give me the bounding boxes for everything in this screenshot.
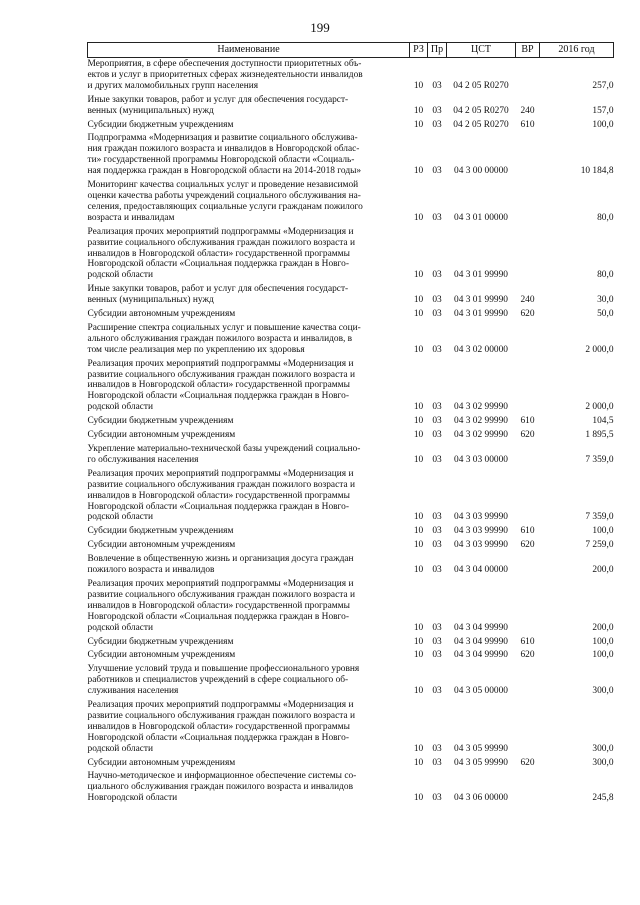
table-row [88, 322, 614, 358]
row-name: Субсидии автономным учреждениям [87, 540, 236, 551]
row-vr [516, 358, 540, 416]
row-amount: 2 000,0 [585, 344, 614, 355]
row-cst: 04 3 04 00000 [454, 565, 508, 576]
row-vr [516, 699, 540, 757]
table-row [88, 649, 614, 663]
row-amount: 100,0 [592, 119, 614, 130]
row-pr: 03 [432, 636, 442, 647]
row-vr [516, 468, 540, 526]
row-name: Реализация прочих мероприятий подпрограммы «Модернизация и развитие социального обслуживания граждан пожилого возраста и инвалидов в Новгородской области» государственной программы Новгородской области «Социальная поддержка граждан в Новго- родской области [87, 226, 355, 281]
page-number: 199 [310, 20, 330, 35]
row-pr: 03 [432, 565, 442, 576]
row-cst: 04 3 05 99990 [454, 757, 508, 768]
row-cst: 04 3 03 00000 [454, 454, 508, 465]
row-name: Реализация прочих мероприятий подпрограммы «Модернизация и развитие социального обслуживания граждан пожилого возраста и инвалидов в Новгородской области» государственной программы Новгородской области «Социальная поддержка граждан в Новго- родской области [87, 578, 355, 633]
header-pr: Пр [428, 43, 447, 58]
row-amount: 2 000,0 [585, 402, 614, 413]
table-row [88, 663, 614, 699]
row-cst: 04 3 01 99990 [454, 295, 508, 306]
row-rz: 10 [413, 402, 424, 413]
row-pr: 03 [432, 743, 442, 754]
row-pr: 03 [432, 650, 442, 661]
row-vr: 610 [520, 526, 535, 537]
row-name: Подпрограмма «Модернизация и развитие социального обслужива- ния граждан пожилого возраста и инвалидов в Новгородской облас- ти» государственной программы Новгородской области «Социаль- ная поддержка граждан в Новгородской области на 2014-2018 годы» [87, 133, 362, 177]
row-name: Вовлечение в общественную жизнь и организация досуга граждан пожилого возраста и инвалидов [87, 554, 354, 576]
table-row [88, 525, 614, 539]
table-row [88, 539, 614, 553]
row-rz: 10 [413, 105, 424, 116]
table-row [88, 283, 614, 308]
row-amount: 7 259,0 [585, 540, 614, 551]
row-amount: 100,0 [592, 526, 614, 537]
row-cst: 04 3 05 00000 [454, 686, 508, 697]
row-cst: 04 3 04 99990 [454, 622, 508, 633]
row-vr [516, 663, 540, 699]
table-row [88, 443, 614, 468]
row-amount: 300,0 [592, 686, 614, 697]
row-pr: 03 [432, 166, 442, 177]
header-vr: ВР [516, 43, 540, 58]
row-pr: 03 [432, 757, 442, 768]
row-amount: 300,0 [592, 743, 614, 754]
row-name: Иные закупки товаров, работ и услуг для обеспечения государст- венных (муниципальных) нужд [87, 94, 349, 116]
table-row [88, 468, 614, 526]
row-name: Субсидии бюджетным учреждениям [87, 526, 234, 537]
header-year: 2016 год [540, 43, 614, 58]
row-pr: 03 [432, 416, 442, 427]
row-cst: 04 3 05 99990 [454, 743, 508, 754]
row-name: Мероприятия, в сфере обеспечения доступности приоритетных объ- ектов и услуг в приоритетных сферах жизнедеятельности инвалидов и других маломобильных групп населения [87, 59, 363, 91]
row-cst: 04 3 04 99990 [454, 636, 508, 647]
row-cst: 04 3 06 00000 [454, 793, 508, 804]
row-vr: 610 [520, 636, 535, 647]
row-cst: 04 3 03 99990 [454, 526, 508, 537]
row-pr: 03 [432, 212, 442, 223]
row-vr [516, 132, 540, 179]
row-cst: 04 2 05 R0270 [453, 119, 509, 130]
row-vr: 620 [520, 540, 535, 551]
row-pr: 03 [432, 119, 442, 130]
row-rz: 10 [413, 526, 424, 537]
row-rz: 10 [413, 540, 424, 551]
row-name: Субсидии автономным учреждениям [87, 757, 236, 768]
row-rz: 10 [413, 793, 424, 804]
row-pr: 03 [432, 295, 442, 306]
row-pr: 03 [432, 454, 442, 465]
row-rz: 10 [413, 309, 424, 320]
row-amount: 200,0 [592, 622, 614, 633]
row-amount: 245,8 [592, 793, 614, 804]
row-amount: 257,0 [592, 80, 614, 91]
row-name: Мониторинг качества социальных услуг и проведение независимой оценки качества работы учреждений социального обслуживания на- селения, предоставляющих социальные услуги гражданам пожилого возраста и инвалидам [87, 180, 363, 223]
row-rz: 10 [413, 743, 424, 754]
row-vr [516, 179, 540, 226]
row-cst: 04 3 01 99990 [454, 270, 508, 281]
row-rz: 10 [413, 344, 424, 355]
row-cst: 04 3 02 99990 [454, 430, 508, 441]
table-row [88, 415, 614, 429]
table-row [88, 429, 614, 443]
table-row [88, 770, 614, 806]
row-vr: 610 [520, 416, 535, 427]
row-rz: 10 [413, 565, 424, 576]
budget-table [87, 42, 614, 806]
table-row [88, 553, 614, 578]
row-pr: 03 [432, 540, 442, 551]
row-cst: 04 3 01 00000 [454, 212, 508, 223]
table-row [88, 308, 614, 322]
row-vr [516, 553, 540, 578]
row-name: Субсидии автономным учреждениям [87, 309, 236, 320]
row-amount: 104,5 [592, 416, 614, 427]
row-vr: 620 [520, 650, 535, 661]
table-row [88, 757, 614, 771]
row-vr: 620 [520, 309, 535, 320]
table-row [88, 119, 614, 133]
table-row [88, 132, 614, 179]
row-rz: 10 [413, 430, 424, 441]
table-row [88, 699, 614, 757]
row-pr: 03 [432, 430, 442, 441]
row-pr: 03 [432, 686, 442, 697]
row-vr: 620 [520, 757, 535, 768]
row-name: Субсидии бюджетным учреждениям [87, 416, 234, 427]
row-amount: 157,0 [592, 105, 614, 116]
row-rz: 10 [413, 622, 424, 633]
row-amount: 80,0 [597, 212, 614, 223]
row-amount: 300,0 [592, 757, 614, 768]
row-cst: 04 2 05 R0270 [453, 80, 509, 91]
table-row [88, 636, 614, 650]
row-cst: 04 3 03 99990 [454, 512, 508, 523]
row-amount: 50,0 [597, 309, 614, 320]
table-row [88, 578, 614, 636]
row-rz: 10 [413, 295, 424, 306]
row-pr: 03 [432, 402, 442, 413]
row-name: Укрепление материально-технической базы учреждений социально- го обслуживания населения [87, 444, 361, 465]
row-rz: 10 [413, 636, 424, 647]
table-header-row [88, 43, 614, 58]
row-name: Субсидии бюджетным учреждениям [87, 119, 234, 130]
row-amount: 100,0 [592, 636, 614, 647]
row-name: Улучшение условий труда и повышение профессионального уровня работников и специалистов учреждений в сфере социального об- служивания населения [87, 664, 360, 697]
row-rz: 10 [413, 416, 424, 427]
row-cst: 04 3 02 00000 [454, 344, 508, 355]
row-cst: 04 3 03 99990 [454, 540, 508, 551]
row-vr [516, 770, 540, 806]
row-pr: 03 [432, 105, 442, 116]
row-rz: 10 [413, 757, 424, 768]
row-vr [516, 58, 540, 94]
row-rz: 10 [413, 212, 424, 223]
row-vr: 620 [520, 430, 535, 441]
row-name: Реализация прочих мероприятий подпрограммы «Модернизация и развитие социального обслуживания граждан пожилого возраста и инвалидов в Новгородской области» государственной программы Новгородской области «Социальная поддержка граждан в Новго- родской области [87, 700, 355, 754]
row-vr: 240 [520, 105, 535, 116]
row-pr: 03 [432, 526, 442, 537]
row-amount: 10 184,8 [580, 166, 614, 177]
header-name: Наименование [88, 43, 410, 58]
row-vr [516, 322, 540, 358]
table-row [88, 358, 614, 416]
row-amount: 80,0 [597, 270, 614, 281]
row-rz: 10 [413, 454, 424, 465]
header-rz: РЗ [410, 43, 428, 58]
table-body [88, 58, 614, 807]
row-rz: 10 [413, 512, 424, 523]
row-name: Иные закупки товаров, работ и услуг для обеспечения государст- венных (муниципальных) нужд [87, 284, 349, 306]
row-cst: 04 3 04 99990 [454, 650, 508, 661]
row-cst: 04 2 05 R0270 [453, 105, 509, 116]
row-vr: 240 [520, 295, 535, 306]
row-amount: 7 359,0 [585, 512, 614, 523]
table-row [88, 94, 614, 119]
row-rz: 10 [413, 119, 424, 130]
row-vr: 610 [520, 119, 535, 130]
row-rz: 10 [413, 80, 424, 91]
row-vr [516, 443, 540, 468]
row-vr [516, 578, 540, 636]
table-row [88, 226, 614, 284]
row-rz: 10 [413, 270, 424, 281]
row-name: Научно-методическое и информационное обеспечение системы со- циального обслуживания граждан пожилого возраста и инвалидов Новгородской области [87, 771, 357, 804]
row-cst: 04 3 01 99990 [454, 309, 508, 320]
row-name: Субсидии бюджетным учреждениям [87, 636, 234, 647]
row-name: Субсидии автономным учреждениям [87, 430, 236, 441]
row-amount: 1 895,5 [585, 430, 614, 441]
row-rz: 10 [413, 650, 424, 661]
row-amount: 30,0 [597, 295, 614, 306]
row-pr: 03 [432, 622, 442, 633]
row-rz: 10 [413, 166, 424, 177]
row-amount: 7 359,0 [585, 454, 614, 465]
row-pr: 03 [432, 512, 442, 523]
table-row [88, 58, 614, 94]
row-pr: 03 [432, 793, 442, 804]
row-pr: 03 [432, 344, 442, 355]
row-name: Реализация прочих мероприятий подпрограммы «Модернизация и развитие социального обслуживания граждан пожилого возраста и инвалидов в Новгородской области» государственной программы Новгородской области «Социальная поддержка граждан в Новго- родской области [87, 358, 355, 413]
row-cst: 04 3 02 99990 [454, 402, 508, 413]
row-pr: 03 [432, 270, 442, 281]
row-pr: 03 [432, 309, 442, 320]
header-cst: ЦСТ [447, 43, 516, 58]
row-name: Субсидии автономным учреждениям [87, 650, 236, 661]
row-name: Реализация прочих мероприятий подпрограммы «Модернизация и развитие социального обслуживания граждан пожилого возраста и инвалидов в Новгородской области» государственной программы Новгородской области «Социальная поддержка граждан в Новго- родской области [87, 468, 355, 523]
row-cst: 04 3 00 00000 [454, 166, 508, 177]
row-name: Расширение спектра социальных услуг и повышение качества соци- ального обслуживания граждан пожилого возраста и инвалидов, в том числе реализация мер по укреплению их здоровья [87, 322, 361, 355]
row-amount: 100,0 [592, 650, 614, 661]
table-row [88, 179, 614, 226]
row-amount: 200,0 [592, 565, 614, 576]
row-cst: 04 3 02 99990 [454, 416, 508, 427]
row-vr [516, 226, 540, 284]
row-pr: 03 [432, 80, 442, 91]
row-rz: 10 [413, 686, 424, 697]
